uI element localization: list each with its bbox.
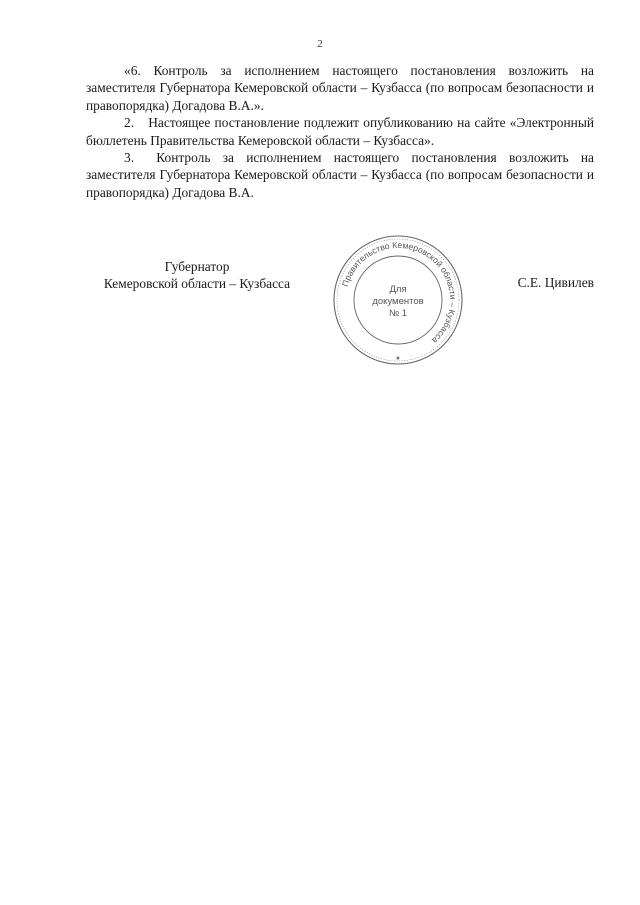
- official-seal: [328, 230, 468, 370]
- paragraph-1: [86, 62, 594, 114]
- paragraph-2-text: Настоящее постановление подлежит опубликованию на сайте «Электронный бюллетень Правительства Кемеровской области – Кузбасса».: [86, 115, 594, 148]
- document-body: [86, 62, 594, 201]
- seal-center-line-1: Для: [389, 284, 407, 295]
- paragraph-2-number: 2.: [124, 115, 135, 131]
- seal-center-line-2: документов: [372, 296, 424, 307]
- signatory-title-line-1: Губернатор: [164, 259, 230, 274]
- paragraph-1-text: «6. Контроль за исполнением настоящего постановления возложить на заместителя Губернатора Кемеровской области – Кузбасса (по вопросам безопасности и правопорядка) Догадова В.А.».: [86, 63, 594, 113]
- signatory-title: [86, 258, 308, 293]
- seal-graphic: [328, 230, 468, 370]
- paragraph-3-number: 3.: [124, 150, 135, 166]
- page-number: 2: [317, 38, 323, 50]
- seal-center-line-3: № 1: [388, 308, 408, 319]
- seal-star-icon: ★: [395, 355, 401, 362]
- signature-block: [86, 239, 594, 362]
- paragraph-3-text: Контроль за исполнением настоящего постановления возложить на заместителя Губернатора Кемеровской области – Кузбасса (по вопросам безопасности и правопорядка) Догадова В.А.: [86, 150, 595, 200]
- paragraph-3: [86, 149, 594, 201]
- signatory-title-line-2: Кемеровской области – Кузбасса: [103, 276, 291, 292]
- signatory-name: С.Е. Цивилев: [517, 275, 594, 290]
- paragraph-2: [86, 114, 594, 149]
- seal-ring-text: Правительство Кемеровской области – Кузбасса: [339, 239, 459, 346]
